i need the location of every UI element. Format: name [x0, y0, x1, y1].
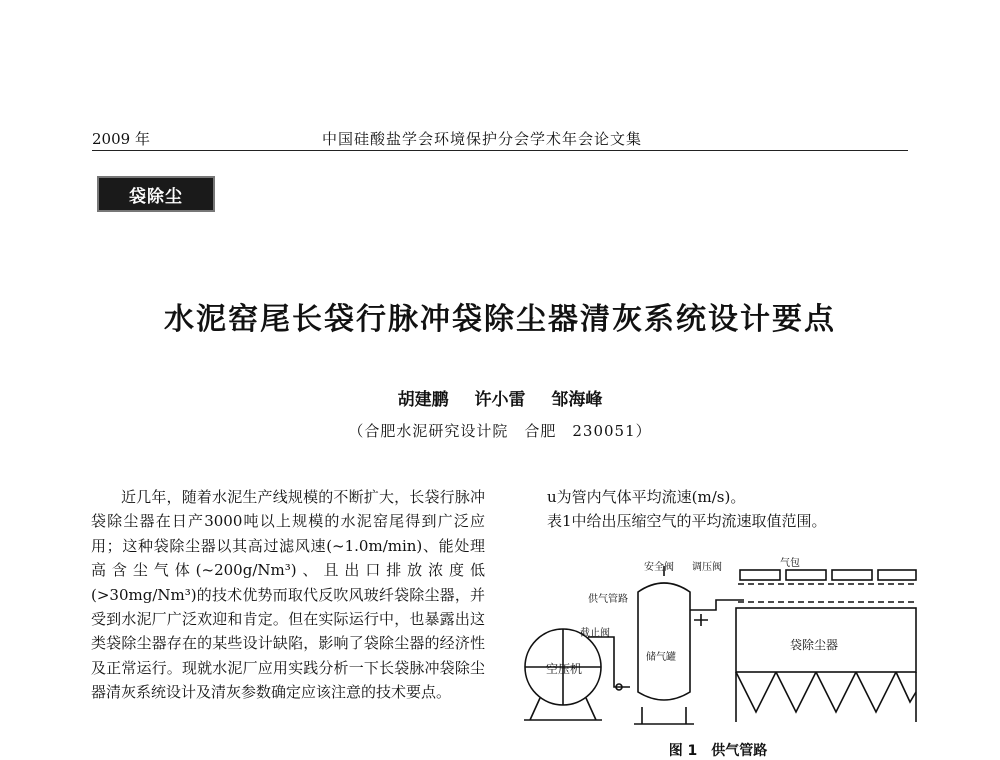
body-paragraph: 近几年，随着水泥生产线规模的不断扩大，长袋行脉冲袋除尘器在日产3000吨以上规模的水泥窑尾得到广泛应用；这种袋除尘器以其高过滤风速(~1.0m/min)、能处理高含尘气体(~200g/Nm³)、且出口排放浓度低(>30mg/Nm³)的技术优势而取代反吹风玻纤袋除尘器，并受到水泥厂广泛欢迎和肯定。但在实际运行中，也暴露出这类袋除尘器存在的某些设计缺陷，影响了袋除尘器的经济性及正常运行。现就水泥厂应用实践分析一下长袋脉冲袋除尘器清灰系统设计及清灰参数确定应该注意的技术要点。 — [91, 488, 485, 702]
figure-caption: 图 1 供气管路 — [668, 743, 768, 759]
header-journal-title: 中国硅酸盐学会环境保护分会学术年会论文集 — [322, 130, 643, 148]
label-compressor: 空压机 — [546, 662, 583, 676]
author-list — [0, 385, 1000, 410]
page-header — [92, 128, 908, 151]
label-shutoff-valve: 截止阀 — [580, 628, 610, 639]
body-column-left — [91, 485, 485, 705]
piping-diagram — [518, 552, 918, 732]
label-safety-valve: 安全阀 — [644, 562, 674, 573]
body-column-right — [547, 485, 917, 534]
figure-supply-piping — [518, 552, 918, 732]
label-pressure-valve: 调压阀 — [692, 562, 722, 573]
author-name: 许小雷 — [474, 390, 526, 410]
pressure-valve-symbol — [694, 614, 708, 626]
author-name: 胡建鹏 — [397, 390, 449, 410]
label-bag-filter: 袋除尘器 — [790, 638, 839, 652]
body-line: 表1中给出压缩空气的平均流速取值范围。 — [547, 512, 827, 531]
header-year: 2009 年 — [92, 130, 150, 148]
label-air-bag: 气包 — [780, 558, 800, 569]
storage-tank-drawing — [634, 566, 694, 724]
label-storage-tank: 储气罐 — [646, 652, 676, 663]
author-affiliation: （合肥水泥研究设计院 合肥 230051） — [348, 422, 652, 440]
section-badge: 袋除尘 — [97, 176, 215, 212]
paper-title: 水泥窑尾长袋行脉冲袋除尘器清灰系统设计要点 — [164, 302, 836, 337]
author-name: 邹海峰 — [551, 390, 603, 410]
body-line: u为管内气体平均流速(m/s)。 — [547, 488, 746, 506]
label-supply-pipe: 供气管路 — [588, 594, 628, 605]
